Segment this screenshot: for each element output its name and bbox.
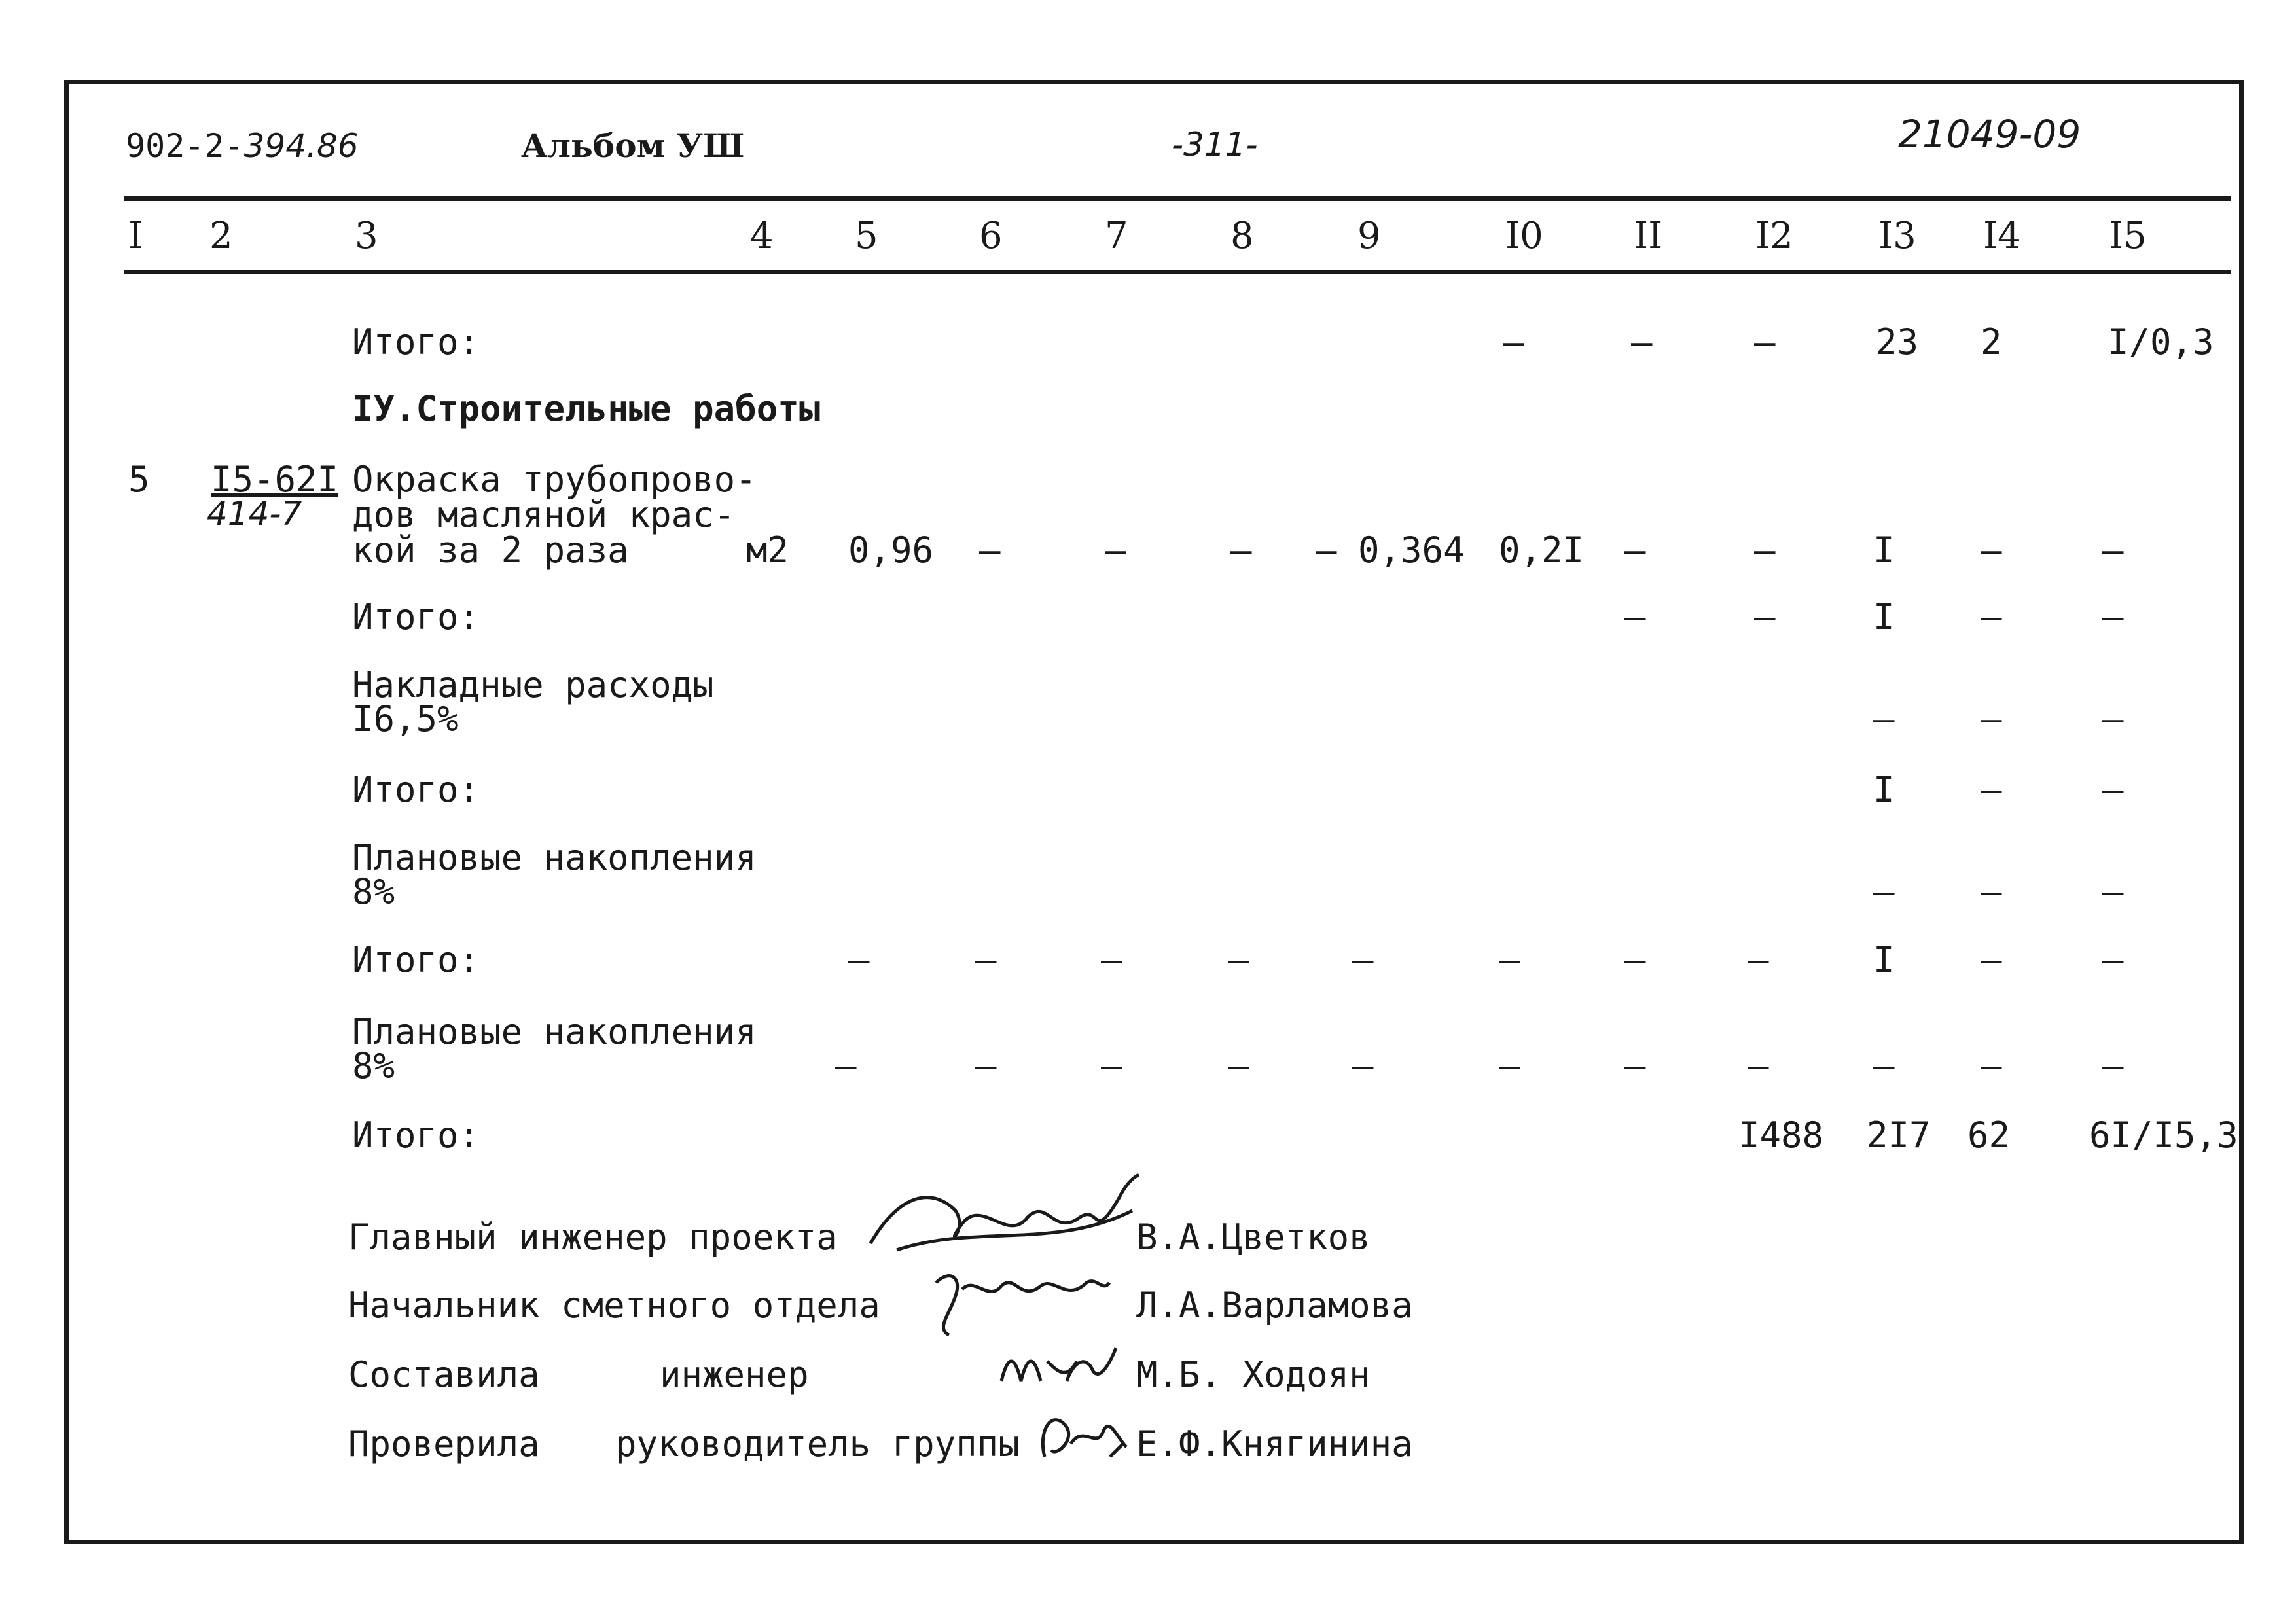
cell-c15: – xyxy=(2102,529,2124,571)
album-label: Альбом УШ xyxy=(521,126,745,165)
cell-c6: – xyxy=(975,939,997,980)
cell-c7: – xyxy=(1101,939,1122,980)
col-header-13: I3 xyxy=(1878,215,1916,257)
cell-c10: – xyxy=(1499,939,1520,980)
row-label-line1: Окраска трубопрово- xyxy=(352,459,757,500)
cell-c9: – xyxy=(1352,939,1374,980)
col-header-4: 4 xyxy=(750,215,774,257)
handwritten-signature xyxy=(1031,1398,1136,1470)
cell-c14: – xyxy=(1981,596,2002,637)
cell-c11: – xyxy=(1624,1045,1646,1086)
cell-c15: – xyxy=(2102,1045,2124,1086)
row-number: 5 xyxy=(128,459,150,500)
cell-c5: 0,96 xyxy=(848,529,934,571)
col-header-11: II xyxy=(1634,215,1663,257)
cell-c13: – xyxy=(1873,871,1895,912)
col-header-3: 3 xyxy=(355,215,378,257)
cell-c8: – xyxy=(1228,1045,1249,1086)
cell-c12: – xyxy=(1754,529,1776,571)
col-header-10: I0 xyxy=(1505,215,1543,257)
col-header-1: I xyxy=(128,215,143,257)
cell-c10: 0,2I xyxy=(1499,529,1585,571)
cell-c13: 23 xyxy=(1876,321,1919,363)
row-label: Итого: xyxy=(352,321,480,363)
cell-c9: – xyxy=(1352,1045,1374,1086)
cell-c7: – xyxy=(1105,529,1126,571)
norm-code: I5-62I xyxy=(211,459,339,500)
cell-c8: – xyxy=(1228,939,1249,980)
row-label-line2: дов масляной крас- xyxy=(352,494,736,535)
signer-position: инженер xyxy=(660,1354,809,1395)
handwritten-signature xyxy=(923,1257,1119,1342)
cell-c7: – xyxy=(1101,1045,1122,1086)
col-header-15: I5 xyxy=(2109,215,2147,257)
col-header-6: 6 xyxy=(979,215,1003,257)
signer-name: Л.А.Варламова xyxy=(1136,1285,1413,1326)
cell-c13: I xyxy=(1873,769,1895,810)
price-code: 414-7 xyxy=(207,495,302,533)
header-rule-top xyxy=(124,196,2231,201)
cell-c14: 2 xyxy=(1981,321,2002,363)
cell-c11: – xyxy=(1631,321,1653,363)
cell-c12: – xyxy=(1754,596,1776,637)
row-label-line1: Накладные расходы xyxy=(352,664,714,705)
cell-c15: – xyxy=(2102,698,2124,740)
row-label-line1: Плановые накопления xyxy=(352,837,757,878)
cell-c14: – xyxy=(1981,529,2002,571)
cell-c15: – xyxy=(2102,769,2124,810)
handwritten-signature xyxy=(995,1335,1126,1394)
signer-role: Проверила xyxy=(348,1423,540,1465)
cell-c12: – xyxy=(1748,939,1769,980)
cell-c10: – xyxy=(1503,321,1524,363)
cell-c6: – xyxy=(975,1045,997,1086)
col-header-8: 8 xyxy=(1230,215,1254,257)
row-label: Итого: xyxy=(352,769,480,810)
row-label: Итого: xyxy=(352,939,480,980)
row-label-line2: I6,5% xyxy=(352,698,459,740)
document-code: 902-2-394.86 xyxy=(126,127,359,165)
cell-c12: I488 xyxy=(1738,1115,1824,1156)
handwritten-signature xyxy=(857,1171,1145,1270)
col-header-5: 5 xyxy=(855,215,878,257)
cell-c11: – xyxy=(1624,939,1646,980)
cell-c15: – xyxy=(2102,596,2124,637)
cell-c5: – xyxy=(835,1045,857,1086)
cell-c14: – xyxy=(1981,1045,2002,1086)
cell-c15: – xyxy=(2102,939,2124,980)
row-label: Итого: xyxy=(352,1115,480,1156)
signer-position: руководитель группы xyxy=(615,1423,1020,1465)
cell-c13: – xyxy=(1873,1045,1895,1086)
signer-role: Составила xyxy=(348,1354,540,1395)
cell-c15: – xyxy=(2102,871,2124,912)
cell-c14: – xyxy=(1981,939,2002,980)
cell-c12: – xyxy=(1748,1045,1769,1086)
signer-name: В.А.Цветков xyxy=(1136,1217,1371,1258)
row-label-line1: Плановые накопления xyxy=(352,1011,757,1052)
col-header-2: 2 xyxy=(209,215,233,257)
cell-c14: – xyxy=(1981,871,2002,912)
cell-c13: 2I7 xyxy=(1867,1115,1931,1156)
cell-c14: – xyxy=(1981,769,2002,810)
cell-c9: – 0,364 xyxy=(1316,529,1465,571)
row-label-line3: кой за 2 раза xyxy=(352,529,629,571)
row-label: Итого: xyxy=(352,596,480,637)
cell-unit: м2 xyxy=(746,529,789,571)
cell-c15: 6I/I5,3 xyxy=(2089,1115,2238,1156)
cell-c5: – xyxy=(848,939,870,980)
col-header-14: I4 xyxy=(1983,215,2021,257)
cell-c13: I xyxy=(1873,529,1895,571)
signer-name: Е.Ф.Княгинина xyxy=(1136,1423,1413,1465)
signer-role: Начальник сметного отдела xyxy=(348,1285,880,1326)
cell-c14: 62 xyxy=(1967,1115,2011,1156)
row-label-line2: 8% xyxy=(352,871,395,912)
header-rule-bottom xyxy=(124,270,2231,274)
row-label-line2: 8% xyxy=(352,1045,395,1086)
col-header-9: 9 xyxy=(1357,215,1381,257)
col-header-7: 7 xyxy=(1105,215,1128,257)
cell-c8: – xyxy=(1230,529,1252,571)
col-header-12: I2 xyxy=(1755,215,1793,257)
signer-name: М.Б. Ходоян xyxy=(1136,1354,1371,1395)
cell-c10: – xyxy=(1499,1045,1520,1086)
cell-c13: I xyxy=(1873,939,1895,980)
cell-c15: I/0,3 xyxy=(2108,321,2214,363)
cell-c11: – xyxy=(1624,529,1646,571)
section-heading: IУ.Строительные работы xyxy=(352,388,821,429)
cell-c6: – xyxy=(979,529,1001,571)
signer-role: Главный инженер проекта xyxy=(348,1217,838,1258)
cell-c12: – xyxy=(1754,321,1776,363)
cell-c13: I xyxy=(1873,596,1895,637)
cell-c13: – xyxy=(1873,698,1895,740)
page-number: -311- xyxy=(1172,126,1258,164)
cell-c14: – xyxy=(1981,698,2002,740)
cell-c11: – xyxy=(1624,596,1646,637)
sheet-code: 21049-09 xyxy=(1898,112,2081,156)
